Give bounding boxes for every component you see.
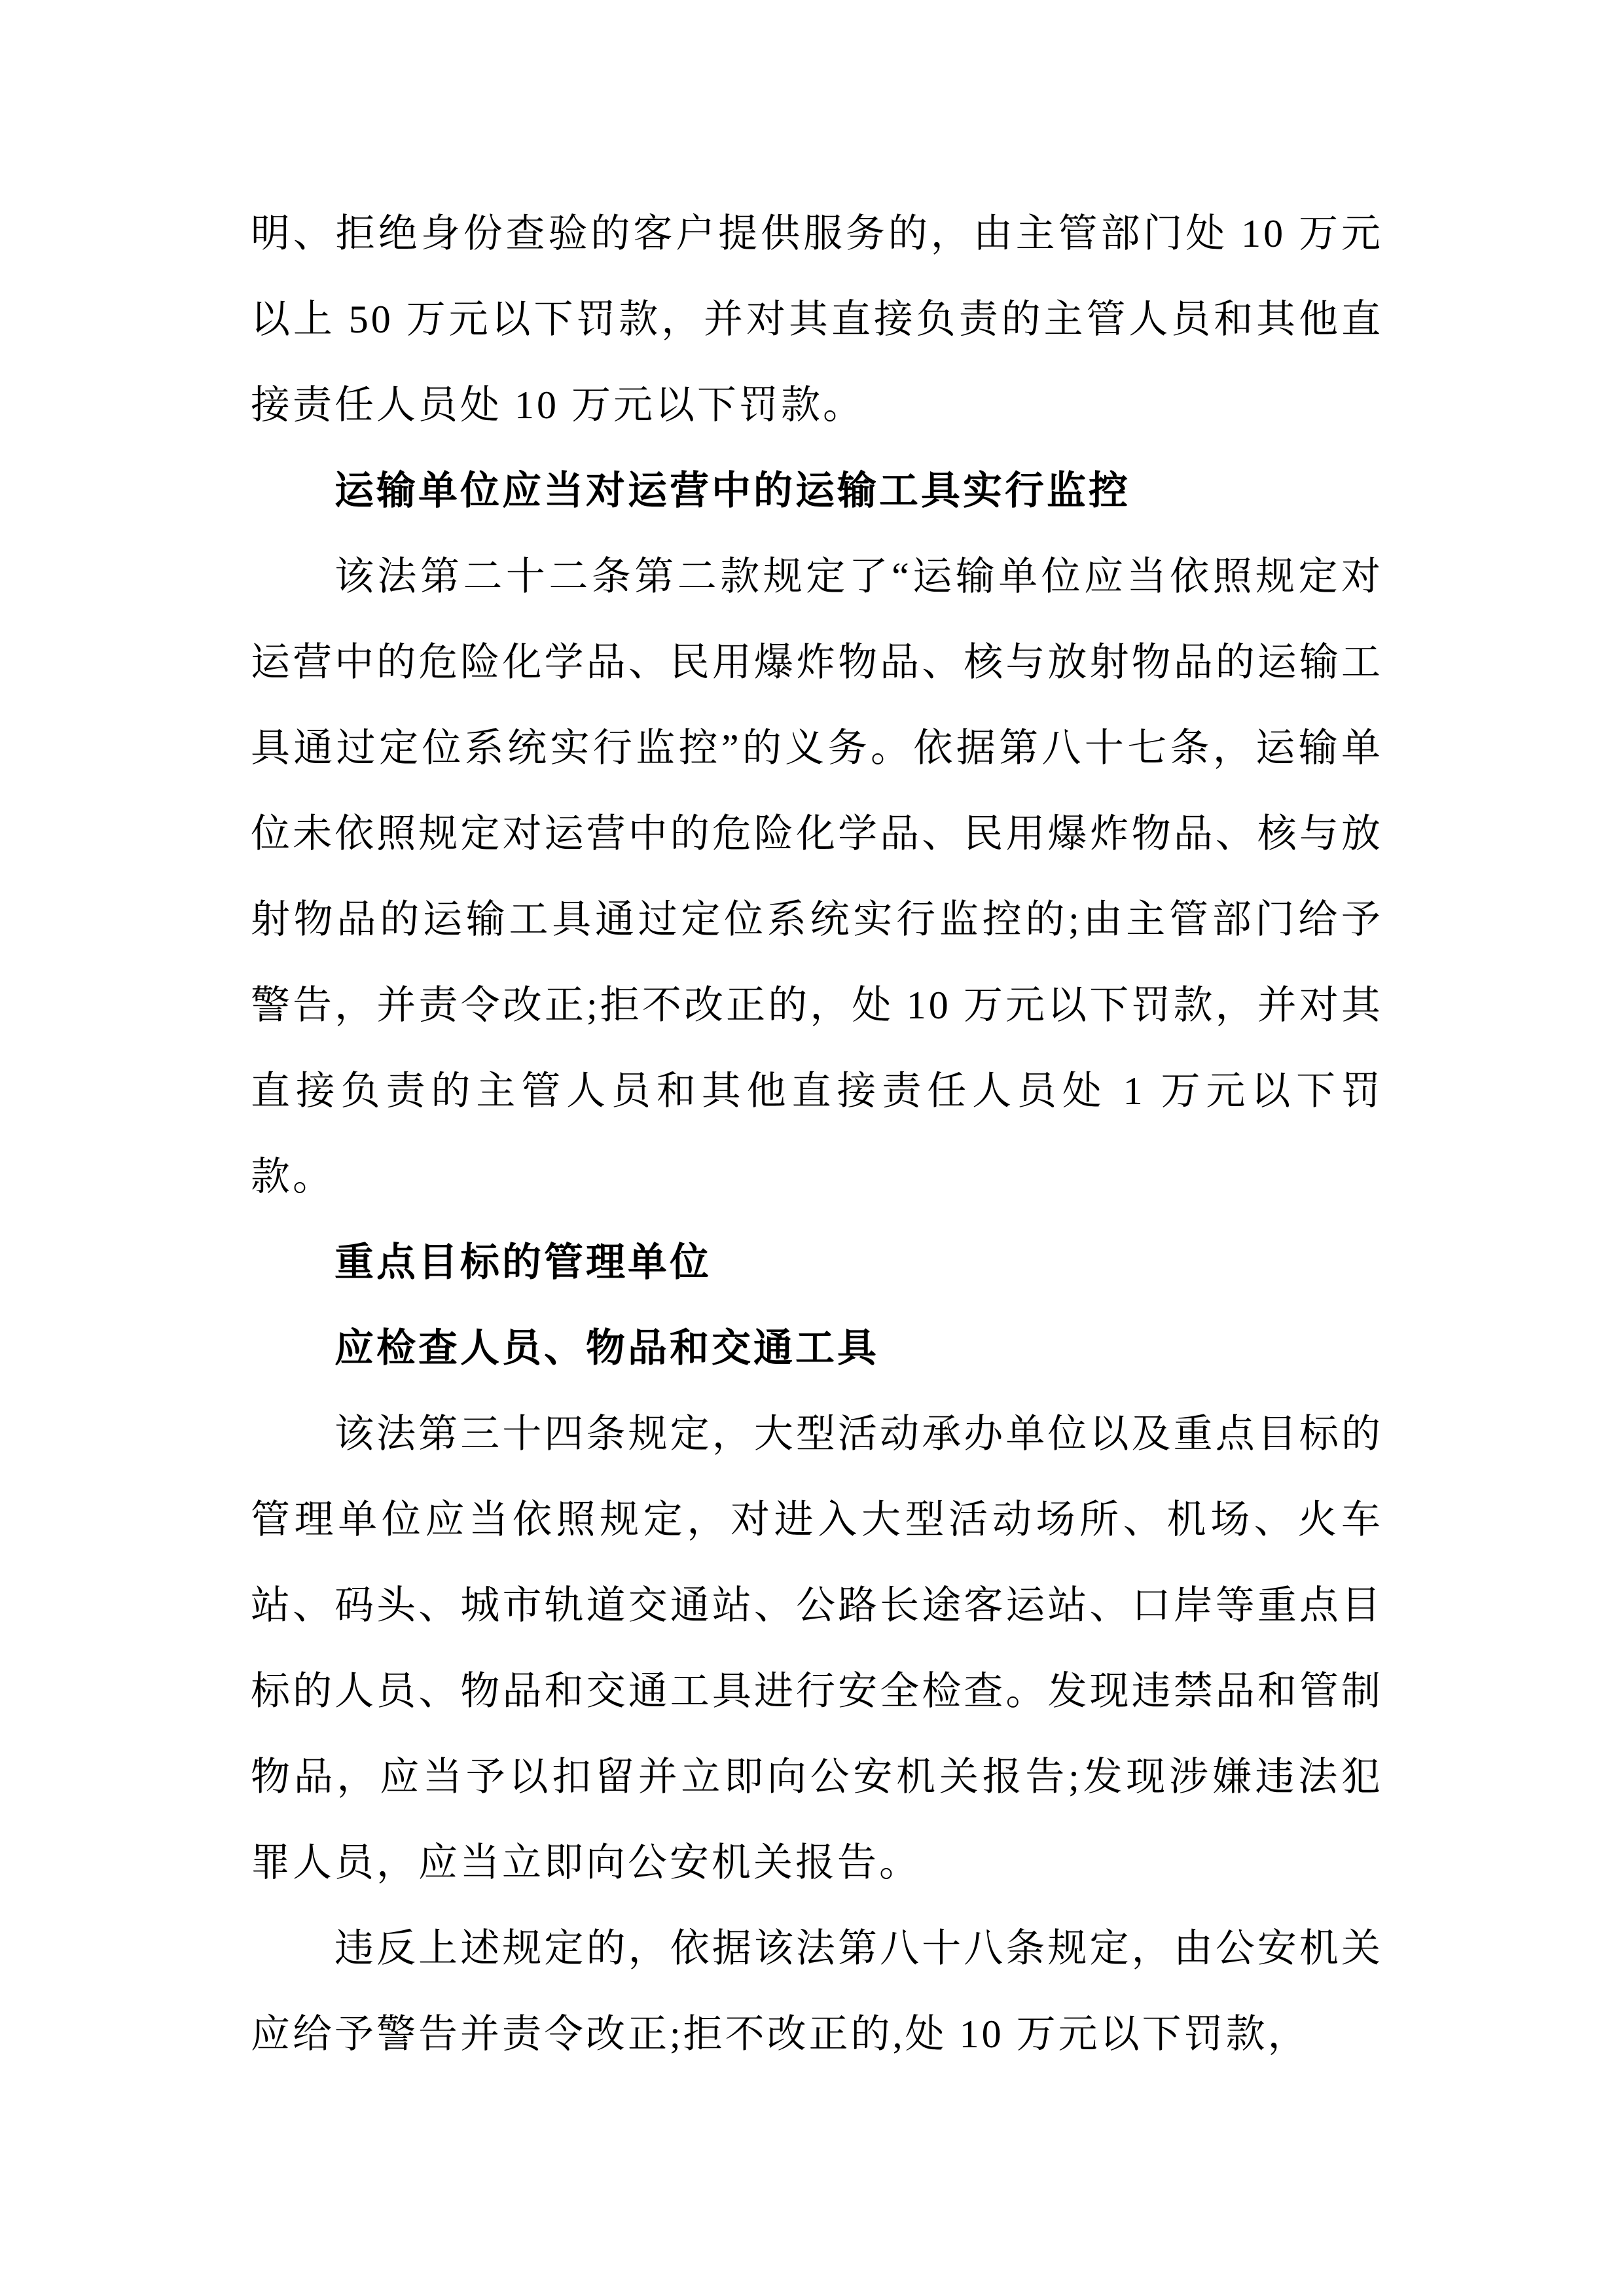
paragraph-article-34: 该法第三十四条规定，大型活动承办单位以及重点目标的管理单位应当依照规定，对进入大型活动场所、机场、火车站、码头、城市轨道交通站、公路长途客运站、口岸等重点目标的人员、物品和交通工具进行安全检查。发现违禁品和管制物品，应当予以扣留并立即向公安机关报告;发现涉嫌违法犯罪人员，应当立即向公安机关报告。 xyxy=(251,1412,1383,1884)
paragraph-article-88: 违反上述规定的，依据该法第八十八条规定，由公安机关应给予警告并责令改正;拒不改正的,处 10 万元以下罚款， xyxy=(251,1927,1383,2056)
paragraph-penalty-continuation: 明、拒绝身份查验的客户提供服务的，由主管部门处 10 万元以上 50 万元以下罚款，并对其直接负责的主管人员和其他直接责任人员处 10 万元以下罚款。 xyxy=(251,212,1383,427)
heading-transport-unit-monitoring: 运输单位应当对运营中的运输工具实行监控 xyxy=(334,469,1130,512)
paragraph-article-22-87: 该法第二十二条第二款规定了“运输单位应当依照规定对运营中的危险化学品、民用爆炸物品、核与放射物品的运输工具通过定位系统实行监控”的义务。依据第八十七条，运输单位未依照规定对运营中的危险化学品、民用爆炸物品、核与放射物品的运输工具通过定位系统实行监控的;由主管部门给予警告，并责令改正;拒不改正的，处 10 万元以下罚款，并对其直接负责的主管人员和其他直接责任人员处 1 万元以下罚款。 xyxy=(251,555,1383,1198)
heading-key-target-management-unit: 重点目标的管理单位 xyxy=(334,1241,712,1284)
text-block xyxy=(251,191,1383,2077)
heading-inspect-persons-goods-vehicles: 应检查人员、物品和交通工具 xyxy=(334,1327,879,1370)
